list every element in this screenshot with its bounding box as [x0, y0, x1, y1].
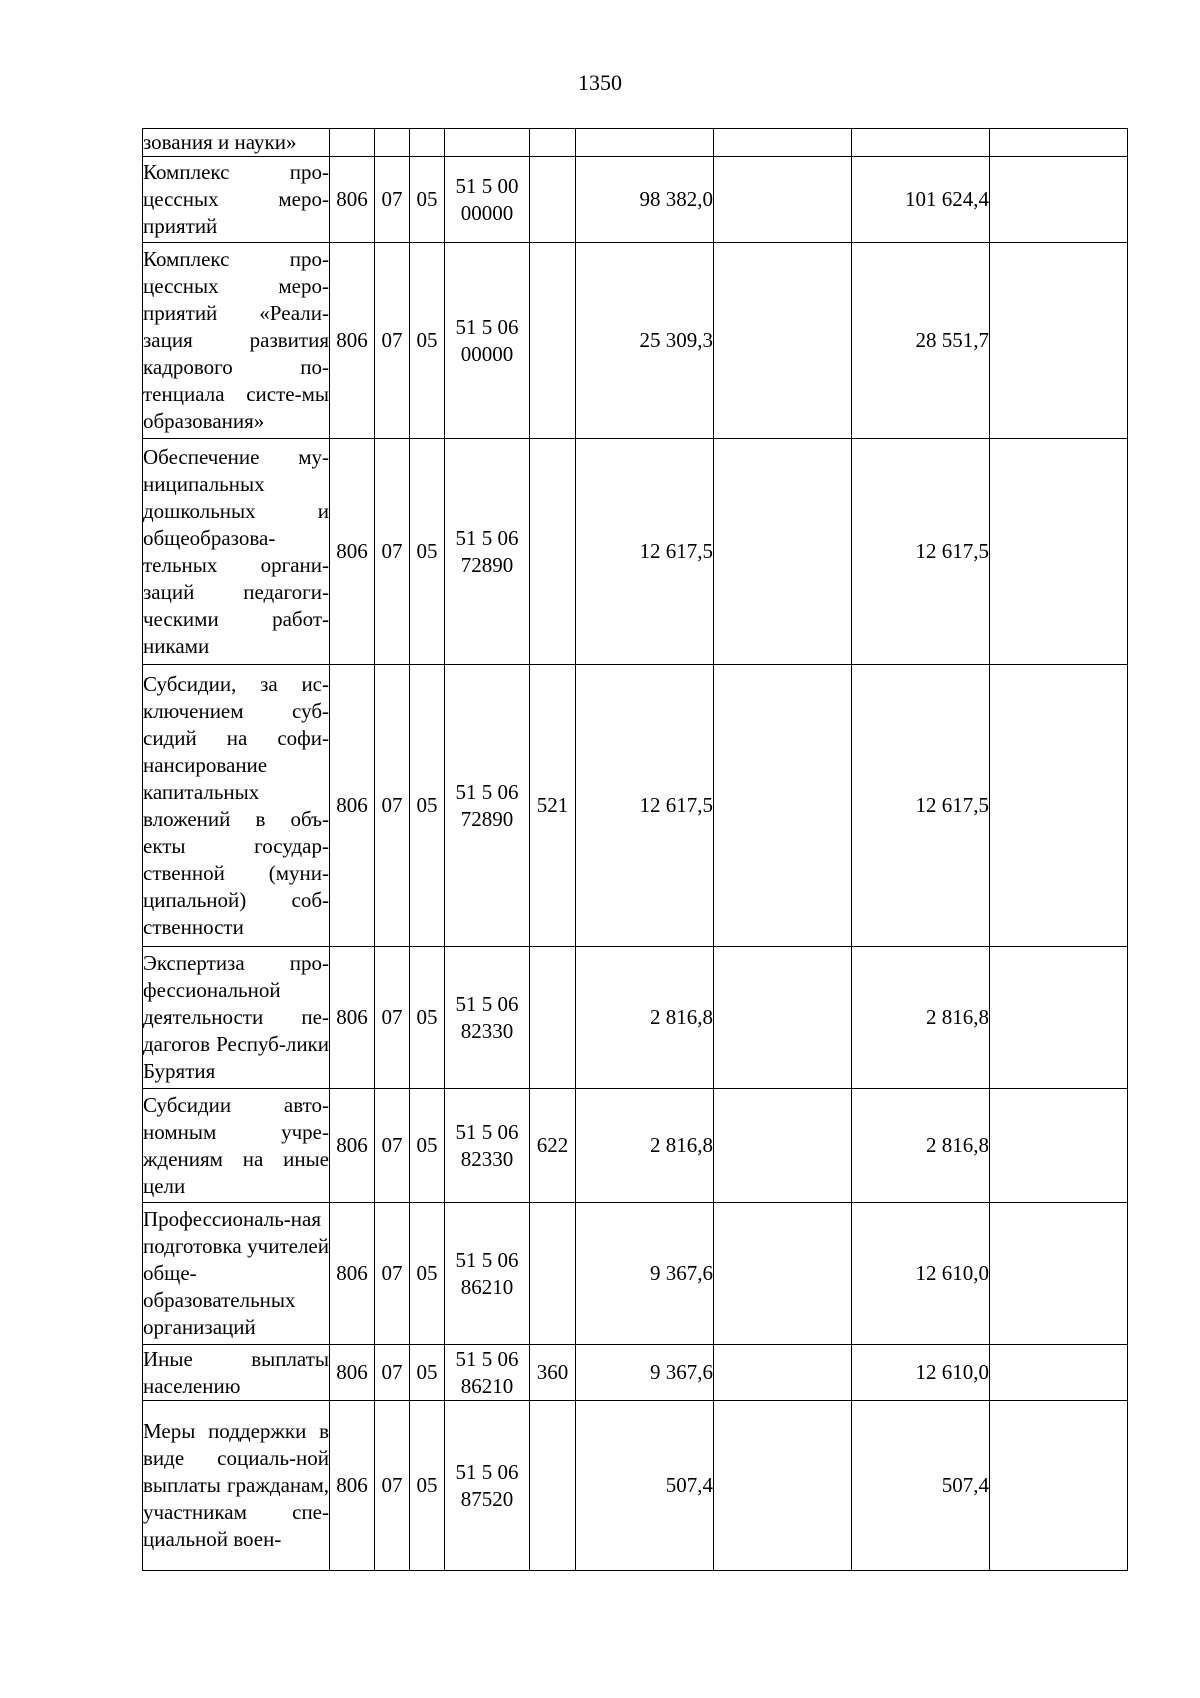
amount-cell-4	[990, 1089, 1128, 1203]
target-article-cell: 51 5 06 82330	[445, 947, 530, 1089]
subsection-code-cell	[410, 129, 445, 157]
amount-cell-3: 12 610,0	[852, 1345, 990, 1401]
amount-cell-3: 12 610,0	[852, 1203, 990, 1345]
subsection-code-cell: 05	[410, 1345, 445, 1401]
target-article-cell: 51 5 06 00000	[445, 243, 530, 439]
ved-code-cell	[330, 129, 375, 157]
target-article-cell: 51 5 06 86210	[445, 1203, 530, 1345]
subsection-code-cell: 05	[410, 157, 445, 243]
subsection-code-cell: 05	[410, 243, 445, 439]
amount-cell-1: 2 816,8	[576, 1089, 714, 1203]
amount-cell-4	[990, 129, 1128, 157]
section-code-cell: 07	[375, 1345, 410, 1401]
table-body	[143, 129, 1128, 1571]
row-name-cell: зования и науки»	[143, 129, 330, 157]
table-row	[143, 1089, 1128, 1203]
row-name-cell: Комплекс про-цессных меро-приятий	[143, 157, 330, 243]
amount-cell-1: 2 816,8	[576, 947, 714, 1089]
section-code-cell: 07	[375, 439, 410, 665]
amount-cell-2	[714, 1401, 852, 1571]
amount-cell-2	[714, 1345, 852, 1401]
amount-cell-4	[990, 947, 1128, 1089]
section-code-cell: 07	[375, 157, 410, 243]
amount-cell-2	[714, 157, 852, 243]
expense-type-cell	[530, 129, 576, 157]
amount-cell-4	[990, 665, 1128, 947]
amount-cell-3: 2 816,8	[852, 947, 990, 1089]
amount-cell-3: 507,4	[852, 1401, 990, 1571]
row-name-cell: Обеспечение му-ниципальных дошкольных и общеобразова-тельных органи-заций педагоги-ческими работ-никами	[143, 439, 330, 665]
budget-table	[142, 128, 1128, 1571]
amount-cell-2	[714, 665, 852, 947]
amount-cell-2	[714, 1203, 852, 1345]
expense-type-cell: 622	[530, 1089, 576, 1203]
ved-code-cell: 806	[330, 439, 375, 665]
amount-cell-1: 9 367,6	[576, 1345, 714, 1401]
amount-cell-1: 12 617,5	[576, 665, 714, 947]
amount-cell-4	[990, 243, 1128, 439]
table-row	[143, 947, 1128, 1089]
subsection-code-cell: 05	[410, 665, 445, 947]
table-row	[143, 243, 1128, 439]
ved-code-cell: 806	[330, 1203, 375, 1345]
amount-cell-4	[990, 1345, 1128, 1401]
subsection-code-cell: 05	[410, 1089, 445, 1203]
amount-cell-3: 101 624,4	[852, 157, 990, 243]
subsection-code-cell: 05	[410, 439, 445, 665]
section-code-cell: 07	[375, 1089, 410, 1203]
ved-code-cell: 806	[330, 243, 375, 439]
table-row	[143, 157, 1128, 243]
expense-type-cell: 521	[530, 665, 576, 947]
amount-cell-3: 12 617,5	[852, 439, 990, 665]
row-name-cell: Меры поддержки в виде социаль-ной выплаты гражданам, участникам спе-циальной воен-	[143, 1401, 330, 1571]
amount-cell-1	[576, 129, 714, 157]
amount-cell-4	[990, 439, 1128, 665]
target-article-cell: 51 5 06 82330	[445, 1089, 530, 1203]
expense-type-cell	[530, 243, 576, 439]
target-article-cell: 51 5 00 00000	[445, 157, 530, 243]
row-name-cell: Экспертиза про-фессиональной деятельности пе-дагогов Респуб-лики Бурятия	[143, 947, 330, 1089]
amount-cell-1: 507,4	[576, 1401, 714, 1571]
table-row	[143, 129, 1128, 157]
table-row	[143, 1401, 1128, 1571]
amount-cell-4	[990, 1203, 1128, 1345]
expense-type-cell	[530, 1401, 576, 1571]
amount-cell-3: 12 617,5	[852, 665, 990, 947]
amount-cell-3	[852, 129, 990, 157]
amount-cell-4	[990, 157, 1128, 243]
subsection-code-cell: 05	[410, 947, 445, 1089]
amount-cell-3: 28 551,7	[852, 243, 990, 439]
amount-cell-1: 98 382,0	[576, 157, 714, 243]
ved-code-cell: 806	[330, 665, 375, 947]
row-name-cell: Иные выплаты населению	[143, 1345, 330, 1401]
expense-type-cell: 360	[530, 1345, 576, 1401]
target-article-cell	[445, 129, 530, 157]
row-name-cell: Субсидии, за ис-ключением суб-сидий на софи-нансирование капитальных вложений в объ-екты государ-ственной (муни-ципальной) соб-ственности	[143, 665, 330, 947]
amount-cell-4	[990, 1401, 1128, 1571]
table-row	[143, 1203, 1128, 1345]
amount-cell-2	[714, 947, 852, 1089]
ved-code-cell: 806	[330, 1345, 375, 1401]
amount-cell-3: 2 816,8	[852, 1089, 990, 1203]
amount-cell-2	[714, 243, 852, 439]
target-article-cell: 51 5 06 72890	[445, 665, 530, 947]
section-code-cell: 07	[375, 947, 410, 1089]
table-row	[143, 439, 1128, 665]
table-row	[143, 1345, 1128, 1401]
ved-code-cell: 806	[330, 1401, 375, 1571]
expense-type-cell	[530, 1203, 576, 1345]
section-code-cell: 07	[375, 665, 410, 947]
ved-code-cell: 806	[330, 157, 375, 243]
ved-code-cell: 806	[330, 1089, 375, 1203]
ved-code-cell: 806	[330, 947, 375, 1089]
section-code-cell: 07	[375, 243, 410, 439]
amount-cell-2	[714, 439, 852, 665]
target-article-cell: 51 5 06 86210	[445, 1345, 530, 1401]
expense-type-cell	[530, 157, 576, 243]
subsection-code-cell: 05	[410, 1401, 445, 1571]
amount-cell-1: 12 617,5	[576, 439, 714, 665]
expense-type-cell	[530, 947, 576, 1089]
row-name-cell: Субсидии авто-номным учре-ждениям на иные цели	[143, 1089, 330, 1203]
section-code-cell: 07	[375, 1401, 410, 1571]
expense-type-cell	[530, 439, 576, 665]
amount-cell-1: 25 309,3	[576, 243, 714, 439]
row-name-cell: Комплекс про-цессных меро-приятий «Реали-зация развития кадрового по-тенциала систе-мы образования»	[143, 243, 330, 439]
subsection-code-cell: 05	[410, 1203, 445, 1345]
section-code-cell	[375, 129, 410, 157]
target-article-cell: 51 5 06 72890	[445, 439, 530, 665]
target-article-cell: 51 5 06 87520	[445, 1401, 530, 1571]
page-number: 1350	[578, 70, 622, 95]
amount-cell-2	[714, 129, 852, 157]
section-code-cell: 07	[375, 1203, 410, 1345]
amount-cell-1: 9 367,6	[576, 1203, 714, 1345]
table-row	[143, 665, 1128, 947]
row-name-cell: Профессиональ-ная подготовка учителей обще-образовательных организаций	[143, 1203, 330, 1345]
amount-cell-2	[714, 1089, 852, 1203]
